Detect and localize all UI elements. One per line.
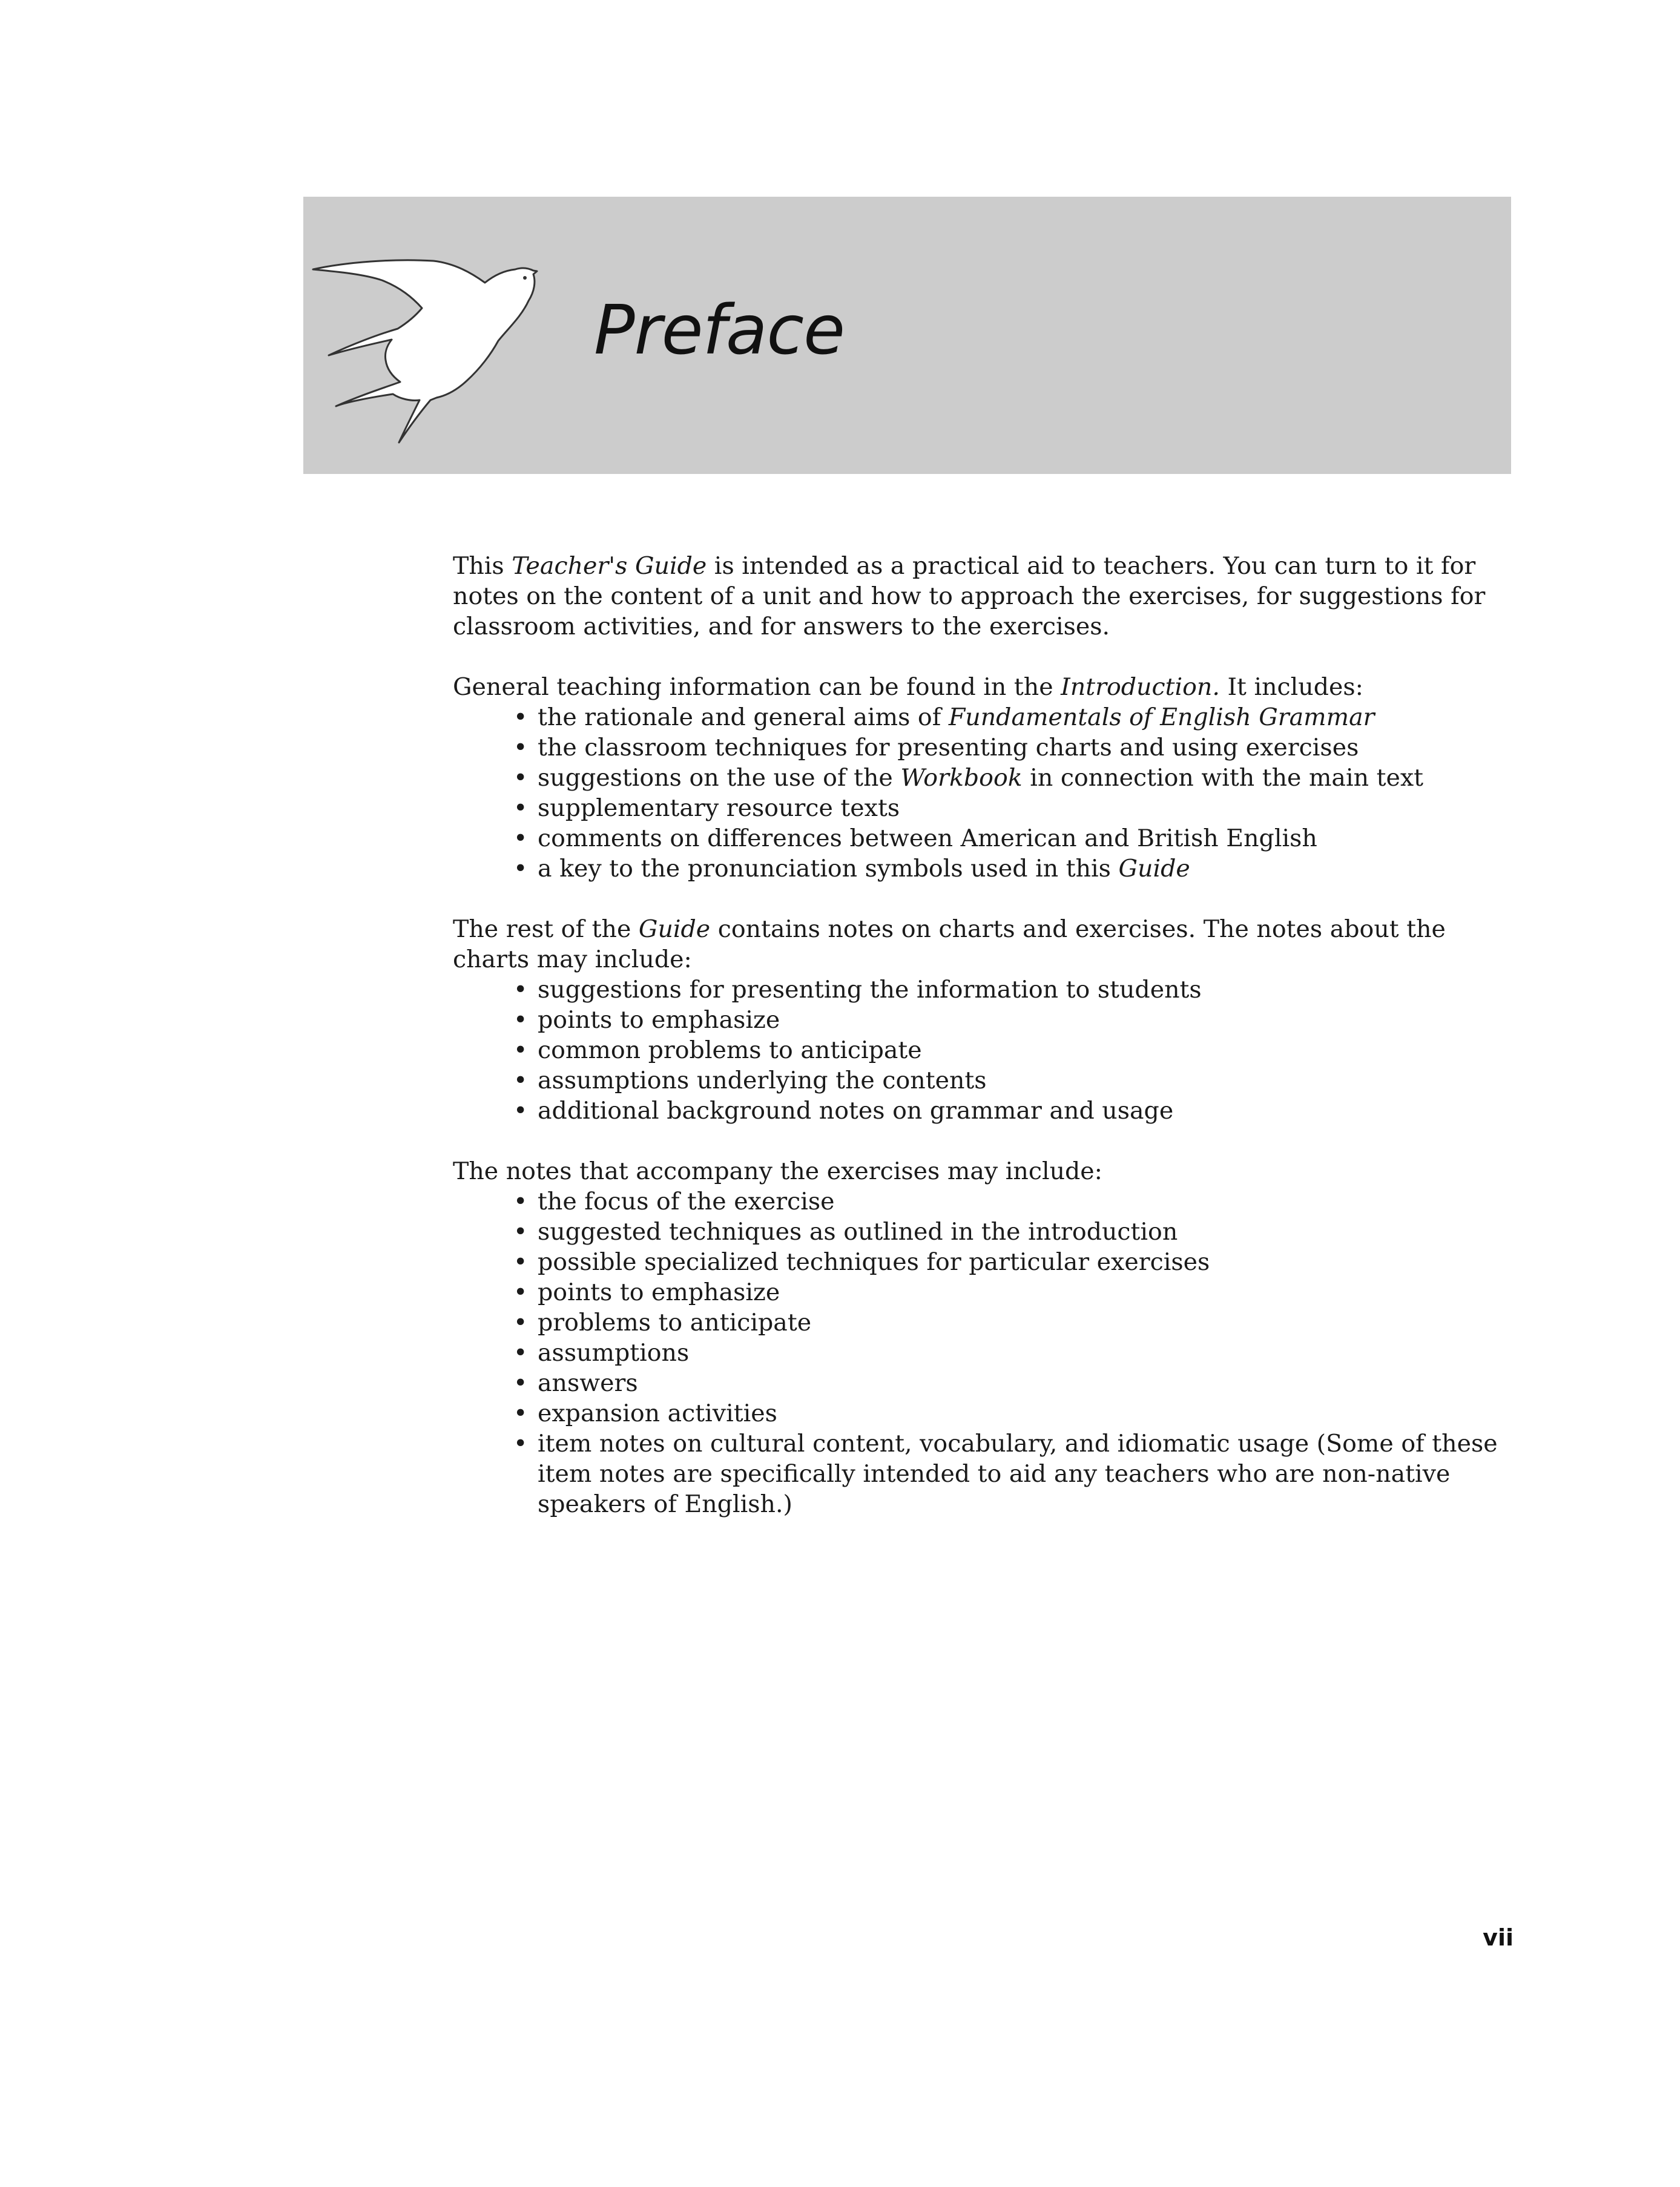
list-item: [538, 763, 1518, 793]
list-item: • suggested techniques as outlined in the introduction: [538, 1217, 1518, 1247]
list-item-text: in connection with the main text: [1022, 764, 1424, 792]
list-item: • assumptions underlying the contents: [538, 1065, 1518, 1096]
general-list: [453, 702, 1518, 884]
charts-paragraph: [453, 914, 1518, 975]
list-item-text: a key to the pronunciation symbols used in this: [538, 855, 1119, 883]
list-item: • suggestions for presenting the information to students: [538, 975, 1518, 1005]
list-item: • additional background notes on grammar and usage: [538, 1096, 1518, 1126]
general-text-1: General teaching information can be found in the: [453, 673, 1061, 701]
charts-list: [453, 975, 1518, 1126]
preface-body: [453, 551, 1518, 1519]
list-item: • points to emphasize: [538, 1277, 1518, 1307]
charts-text-2: contains notes on charts and exercises. The notes about the charts may include:: [453, 915, 1446, 973]
list-item: • comments on differences between American and British English: [538, 823, 1518, 853]
list-item: • points to emphasize: [538, 1005, 1518, 1035]
list-item: • answers: [538, 1368, 1518, 1398]
list-item: • expansion activities: [538, 1398, 1518, 1429]
swallow-bird-icon: [309, 257, 564, 451]
list-item: • the focus of the exercise: [538, 1186, 1518, 1217]
list-item: [538, 853, 1518, 884]
page-number: vii: [1483, 1924, 1514, 1951]
list-item: • supplementary resource texts: [538, 793, 1518, 823]
list-item: [538, 702, 1518, 732]
general-text-2: It includes:: [1219, 673, 1363, 701]
header-banner: [303, 197, 1511, 474]
list-item: • possible specialized techniques for particular exercises: [538, 1247, 1518, 1277]
charts-italic-1: Guide: [638, 915, 711, 943]
charts-text-1: The rest of the: [453, 915, 639, 943]
list-item: • item notes on cultural content, vocabulary, and idiomatic usage (Some of these item notes are specifically intended to aid any teachers who are non-native speakers of English.): [538, 1429, 1518, 1519]
list-item-italic: Fundamentals of English Grammar: [948, 703, 1375, 731]
general-paragraph: [453, 672, 1518, 702]
general-italic-1: Introduction.: [1061, 673, 1220, 701]
intro-text-1: This: [453, 552, 512, 580]
list-item: • problems to anticipate: [538, 1307, 1518, 1338]
list-item-text: the rationale and general aims of: [538, 703, 949, 731]
intro-paragraph: [453, 551, 1518, 642]
intro-italic-1: Teacher's Guide: [512, 552, 707, 580]
list-item-italic: Guide: [1118, 855, 1190, 883]
intro-text-2: is intended as a practical aid to teachers. You can turn to it for notes on the content of a unit and how to approach the exercises, for suggestions for classroom activities, and for answers to the exercises.: [453, 552, 1486, 640]
list-item: • the classroom techniques for presenting charts and using exercises: [538, 732, 1518, 763]
list-item: • common problems to anticipate: [538, 1035, 1518, 1065]
list-item: • assumptions: [538, 1338, 1518, 1368]
list-item-text: suggestions on the use of the: [538, 764, 901, 792]
exercises-list: [453, 1186, 1518, 1519]
exercises-paragraph: The notes that accompany the exercises may include:: [453, 1157, 1102, 1185]
list-item-italic: Workbook: [900, 764, 1023, 792]
page-title: Preface: [594, 291, 845, 370]
